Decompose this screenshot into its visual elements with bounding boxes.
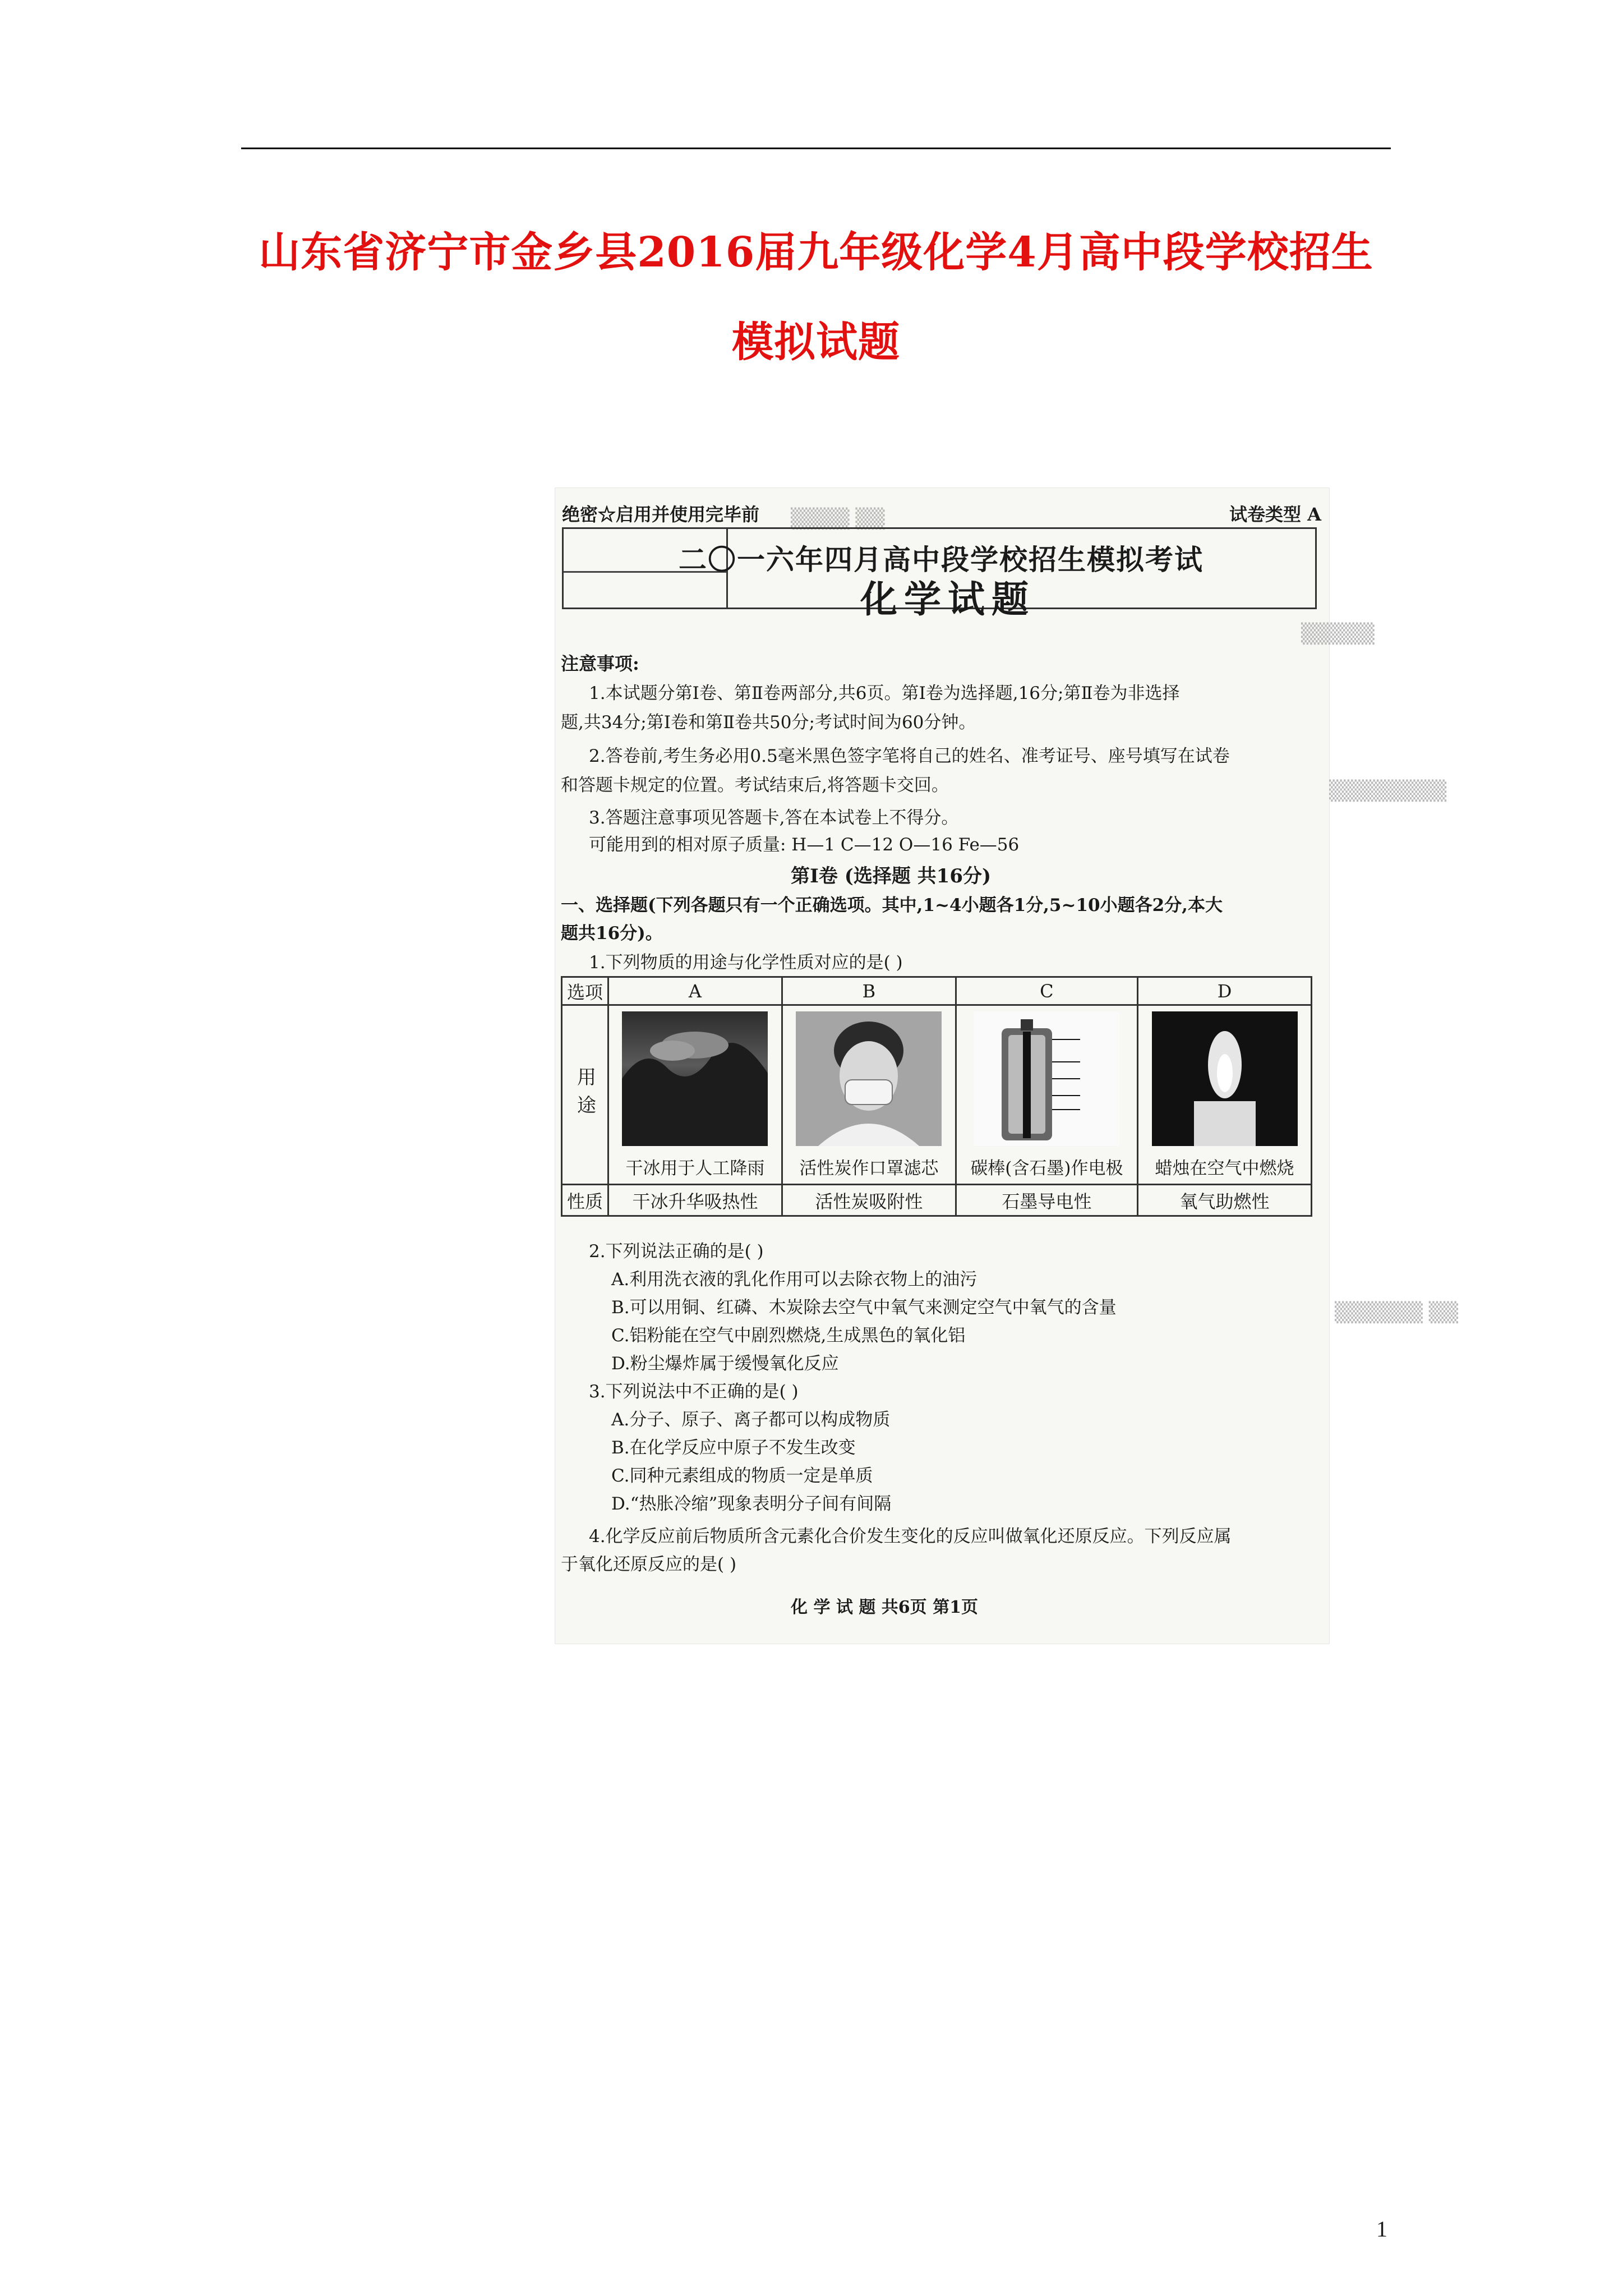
- table-header-use: 用途: [562, 1005, 608, 1185]
- question-2-option-b: B.可以用铜、红磷、木炭除去空气中氧气来测定空气中氧气的含量: [611, 1297, 1117, 1318]
- table-cell: [608, 1005, 782, 1185]
- section-1-title: 第Ⅰ卷 (选择题 共16分): [791, 865, 992, 887]
- artificial-rain-photo: [622, 1011, 768, 1146]
- use-a: 干冰用于人工降雨: [625, 1158, 765, 1179]
- use-d: 蜡烛在空气中燃烧: [1155, 1158, 1294, 1179]
- table-col-a: A: [608, 977, 782, 1005]
- question-4-cont: 于氧化还原反应的是( ): [561, 1554, 737, 1575]
- table-col-c: C: [956, 977, 1137, 1005]
- note-2-cont: 和答题卡规定的位置。考试结束后,将答题卡交回。: [561, 775, 949, 795]
- bleed-through-text: ▒▒▒▒ ▒▒: [791, 508, 885, 530]
- table-header-option: 选项: [562, 977, 608, 1005]
- notes-heading: 注意事项:: [561, 653, 639, 674]
- question-3-option-c: C.同种元素组成的物质一定是单质: [611, 1466, 873, 1486]
- table-col-d: D: [1138, 977, 1312, 1005]
- property-a: 干冰升华吸热性: [608, 1185, 782, 1216]
- use-c: 碳棒(含石墨)作电极: [970, 1158, 1123, 1179]
- property-d: 氧气助燃性: [1138, 1185, 1312, 1216]
- question-3-option-b: B.在化学反应中原子不发生改变: [611, 1438, 856, 1458]
- table-use-row: [562, 1005, 1312, 1185]
- subject-title: 化学试题: [860, 577, 1035, 621]
- table-cell: [956, 1005, 1137, 1185]
- atomic-mass-list: 可能用到的相对原子质量: H—1 C—12 O—16 Fe—56: [589, 835, 1020, 855]
- face-mask-photo: [796, 1011, 942, 1146]
- question-3-option-a: A.分子、原子、离子都可以构成物质: [611, 1410, 891, 1430]
- paper-type: 试卷类型 A: [1229, 504, 1321, 525]
- bleed-through-text: ▒▒▒▒▒▒ ▒▒: [1335, 1301, 1458, 1324]
- note-1: 1.本试题分第Ⅰ卷、第Ⅱ卷两部分,共6页。第Ⅰ卷为选择题,16分;第Ⅱ卷为非选择: [589, 683, 1180, 703]
- page-footer: 化 学 试 题 共6页 第1页: [791, 1598, 978, 1617]
- mcq-heading: 一、选择题(下列各题只有一个正确选项。其中,1~4小题各1分,5~10小题各2分,本大: [561, 895, 1223, 915]
- property-b: 活性炭吸附性: [782, 1185, 956, 1216]
- question-2-option-c: C.铝粉能在空气中剧烈燃烧,生成黑色的氧化铝: [611, 1326, 966, 1346]
- table-cell: [782, 1005, 956, 1185]
- battery-diagram: [974, 1011, 1119, 1146]
- table-header-property: 性质: [562, 1185, 608, 1216]
- document-title: 山东省济宁市金乡县2016届九年级化学4月高中段学校招生模拟试题: [259, 228, 1373, 366]
- note-2: 2.答卷前,考生务必用0.5毫米黑色签字笔将自己的姓名、准考证号、座号填写在试卷: [589, 746, 1230, 766]
- mask-wearer-icon: [796, 1011, 942, 1146]
- bleed-through-text: ▒▒▒▒▒: [1301, 623, 1375, 645]
- confidential-label: 绝密☆启用并使用完毕前: [562, 504, 760, 525]
- question-1: 1.下列物质的用途与化学性质对应的是( ): [589, 953, 903, 973]
- candle-photo: [1152, 1011, 1298, 1146]
- note-1-cont: 题,共34分;第Ⅰ卷和第Ⅱ卷共50分;考试时间为60分钟。: [561, 712, 976, 733]
- bleed-through-text: ▒▒▒▒▒▒▒▒: [1329, 780, 1447, 802]
- header-rule: [241, 148, 1391, 149]
- table-col-b: B: [782, 977, 956, 1005]
- use-b: 活性炭作口罩滤芯: [799, 1158, 939, 1179]
- question-3: 3.下列说法中不正确的是( ): [589, 1382, 799, 1402]
- scanned-exam-page: [555, 488, 1458, 1644]
- mcq-heading-cont: 题共16分)。: [561, 923, 663, 944]
- table-header-row: [562, 977, 1312, 1005]
- property-c: 石墨导电性: [956, 1185, 1137, 1216]
- question-2-option-d: D.粉尘爆炸属于缓慢氧化反应: [611, 1354, 839, 1374]
- table-property-row: [562, 1185, 1312, 1216]
- dry-cell-icon: [974, 1011, 1119, 1146]
- note-3: 3.答题注意事项见答题卡,答在本试卷上不得分。: [589, 808, 959, 828]
- question-4: 4.化学反应前后物质所含元素化合价发生变化的反应叫做氧化还原反应。下列反应属: [589, 1526, 1232, 1547]
- table-cell: [1138, 1005, 1312, 1185]
- question-2-option-a: A.利用洗衣液的乳化作用可以去除衣物上的油污: [611, 1269, 978, 1290]
- landscape-icon: [622, 1011, 768, 1146]
- question-2: 2.下列说法正确的是( ): [589, 1241, 764, 1262]
- page-number: 1: [1376, 2216, 1387, 2242]
- candle-flame-icon: [1152, 1011, 1298, 1146]
- exam-name: 二〇一六年四月高中段学校招生模拟考试: [679, 543, 1204, 576]
- question-1-table: [561, 976, 1312, 1217]
- question-3-option-d: D.“热胀冷缩”现象表明分子间有间隔: [611, 1494, 892, 1514]
